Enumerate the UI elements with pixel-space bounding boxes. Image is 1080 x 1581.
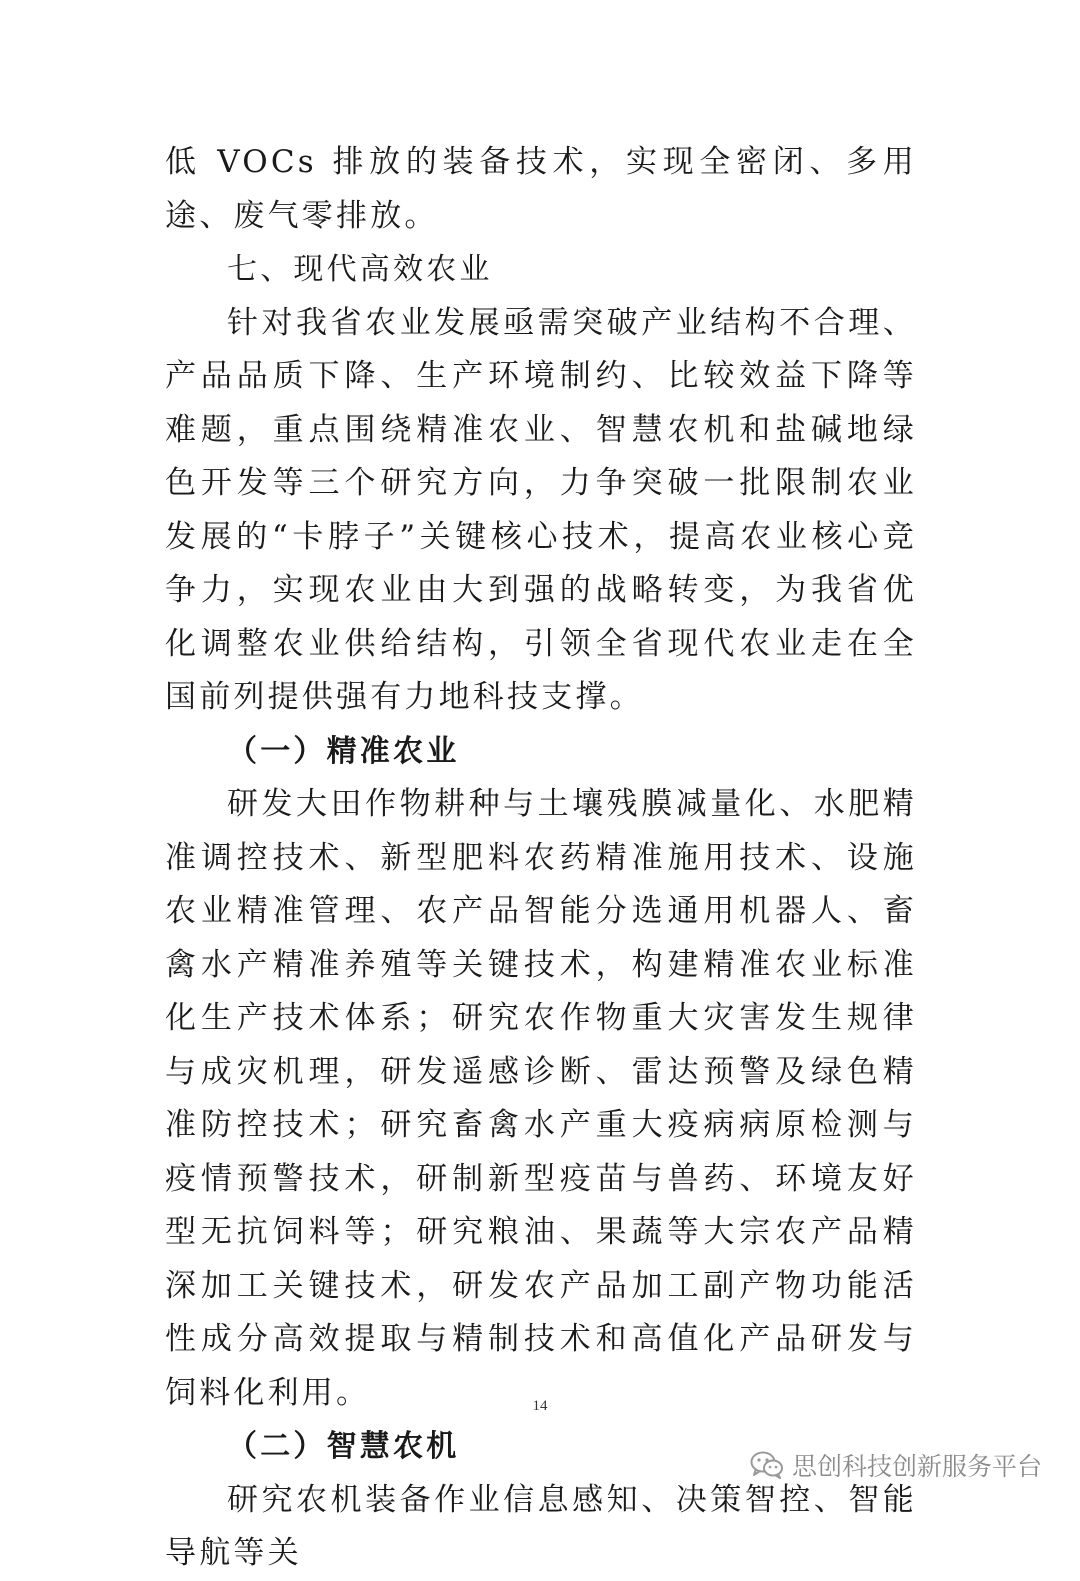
section-heading: 七、现代高效农业 <box>227 252 493 287</box>
subsection-heading-smart-machinery: （二）智慧农机 <box>227 1429 460 1464</box>
subsection-body-precision-agriculture: 研发大田作物耕种与土壤残膜减量化、水肥精准调控技术、新型肥料农药精准施用技术、设施农业精准管理、农产品智能分选通用机器人、畜禽水产精准养殖等关键技术，构建精准农业标准化生产技术体系；研究农作物重大灾害发生规律与成灾机理，研发遥感诊断、雷达预警及绿色精准防控技术；研究畜禽水产重大疫病病原检测与疫情预警技术，研制新型疫苗与兽药、环境友好型无抗饲料等；研究粮油、果蔬等大宗农产品精深加工关键技术，研发农产品加工副产物功能活性成分高效提取与精制技术和高值化产品研发与饲料化利用。 <box>165 786 917 1411</box>
subsection-body-smart-machinery: 研究农机装备作业信息感知、决策智控、智能导航等关 <box>165 1481 917 1571</box>
wechat-icon <box>750 1451 784 1479</box>
page-number: 14 <box>532 1398 548 1414</box>
subsection-heading-precision-agriculture: （一）精准农业 <box>227 733 460 769</box>
page-body <box>165 136 917 1581</box>
section-intro-paragraph: 针对我省农业发展亟需突破产业结构不合理、产品品质下降、生产环境制约、比较效益下降等难题，重点围绕精准农业、智慧农机和盐碱地绿色开发等三个研究方向，力争突破一批限制农业发展的“卡脖子”关键核心技术，提高农业核心竞争力，实现农业由大到强的战略转变，为我省优化调整农业供给结构，引领全省现代农业走在全国前列提供强有力地科技支撑。 <box>165 304 917 715</box>
watermark-text: 思创科技创新服务平台 <box>791 1452 1042 1481</box>
watermark <box>750 1447 1042 1483</box>
paragraph-continued: 低 VOCs 排放的装备技术，实现全密闭、多用途、废气零排放。 <box>165 144 917 234</box>
